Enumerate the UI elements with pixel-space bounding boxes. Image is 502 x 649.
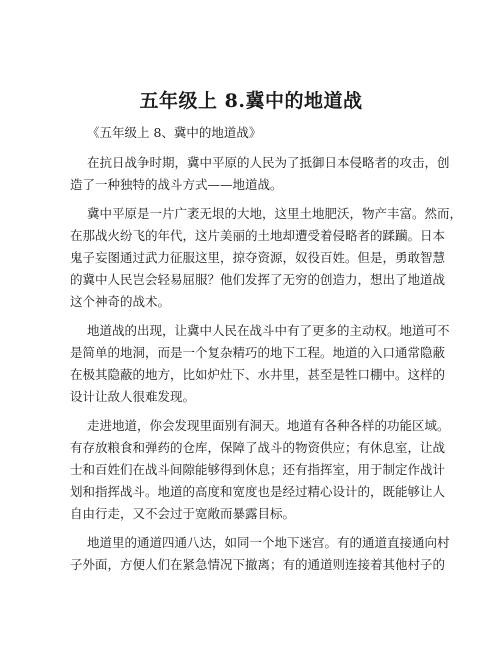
paragraph-5 — [70, 532, 450, 576]
paragraph-line: 地道战的出现，让冀中人民在战斗中有了更多的主动权。地道可不 — [87, 323, 450, 338]
paragraph-line: 在极其隐蔽的地方，比如炉灶下、水井里，甚至是牲口棚中。这样的 — [70, 367, 446, 382]
paragraph-line: 造了一种独特的战斗方式——地道战。 — [70, 177, 283, 192]
paragraph-line: 在那战火纷飞的年代，这片美丽的土地却遭受着侵略者的蹂躏。日本 — [70, 228, 446, 243]
paragraph-line: 这个神奇的战术。 — [70, 294, 171, 309]
paragraph-line: 子外面，方便人们在紧急情况下撤离；有的通道则连接着其他村子的 — [70, 557, 446, 572]
paragraph-line: 有存放粮食和弹药的仓库，保障了战斗的物资供应；有休息室，让战 — [70, 440, 446, 455]
paragraph-line: 冀中平原是一片广袤无垠的大地，这里土地肥沃，物产丰富。然而， — [87, 206, 463, 221]
paragraph-line: 自由行走，又不会过于宽敞而暴露目标。 — [70, 506, 296, 521]
paragraph-line: 士和百姓们在战斗间隙能够得到休息；还有指挥室，用于制定作战计 — [70, 462, 446, 477]
paragraph-line: 在抗日战争时期，冀中平原的人民为了抵御日本侵略者的攻击，创 — [87, 155, 450, 170]
document-subtitle: 《五年级上 8、冀中的地道战》 — [87, 125, 262, 140]
paragraph-line: 地道里的通道四通八达，如同一个地下迷宫。有的通道直接通向村 — [87, 535, 450, 550]
paragraph-line: 设计让敌人很难发现。 — [70, 389, 196, 404]
paragraph-2 — [70, 203, 463, 313]
paragraph-line: 划和指挥战斗。地道的高度和宽度也是经过精心设计的，既能够让人 — [70, 484, 446, 499]
paragraph-line: 鬼子妄图通过武力征服这里，掠夺资源，奴役百姓。但是，勇敢智慧 — [70, 250, 446, 265]
paragraph-3 — [70, 320, 450, 408]
paragraph-4 — [70, 415, 450, 525]
document-title: 五年级上 8.冀中的地道战 — [139, 90, 363, 112]
paragraph-line: 走进地道，你会发现里面别有洞天。地道有各种各样的功能区域。 — [87, 418, 450, 433]
paragraph-1 — [70, 152, 450, 196]
paragraph-line: 的冀中人民岂会轻易屈服？他们发挥了无穷的创造力，想出了地道战 — [70, 272, 446, 287]
paragraph-line: 是简单的地洞，而是一个复杂精巧的地下工程。地道的入口通常隐蔽 — [70, 345, 446, 360]
